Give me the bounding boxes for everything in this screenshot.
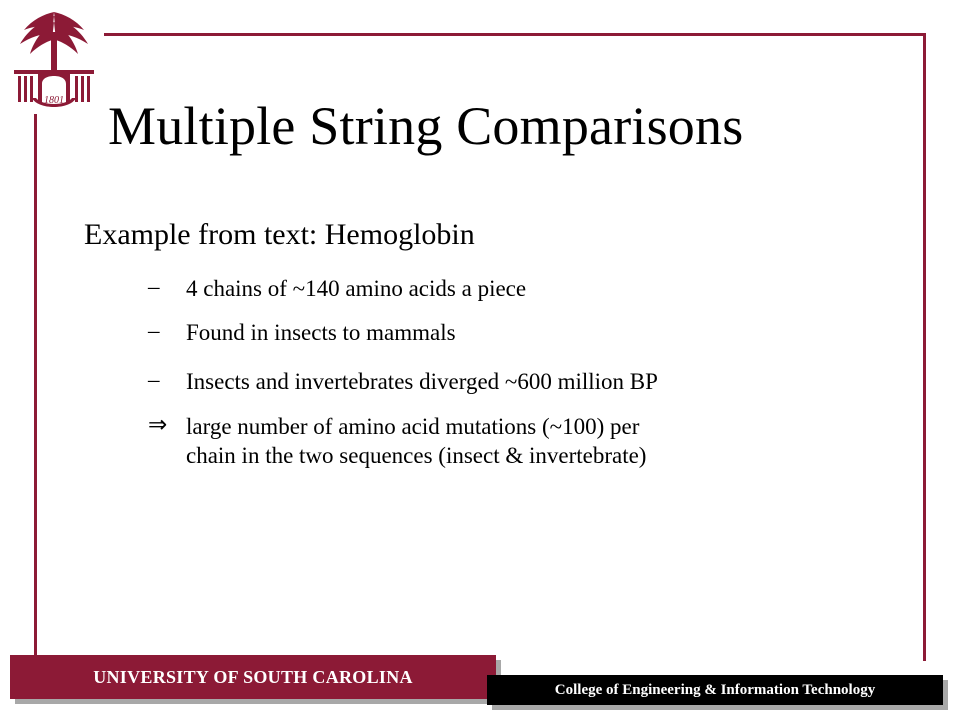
implication-text	[186, 412, 876, 470]
bullet-text: 4 chains of ~140 amino acids a piece	[186, 276, 527, 301]
implication-line-2: chain in the two sequences (insect & invertebrate)	[186, 443, 647, 468]
slide-heading: Example from text: Hemoglobin	[84, 218, 475, 251]
usc-logo	[4, 6, 104, 114]
university-banner: UNIVERSITY OF SOUTH CAROLINA	[10, 655, 496, 699]
implies-arrow-icon: ⇒	[148, 412, 168, 438]
dash-marker: –	[148, 367, 160, 392]
college-banner: College of Engineering & Information Technology	[487, 675, 943, 705]
dash-marker: –	[148, 274, 160, 299]
logo-year: 1801	[44, 95, 64, 106]
slide-title: Multiple String Comparisons	[108, 96, 744, 156]
implication-line-1: large number of amino acid mutations (~100) per	[186, 414, 640, 439]
bullet-text: Found in insects to mammals	[186, 320, 456, 345]
bullet-text: Insects and invertebrates diverged ~600 million BP	[186, 369, 658, 394]
dash-marker: –	[148, 318, 160, 343]
